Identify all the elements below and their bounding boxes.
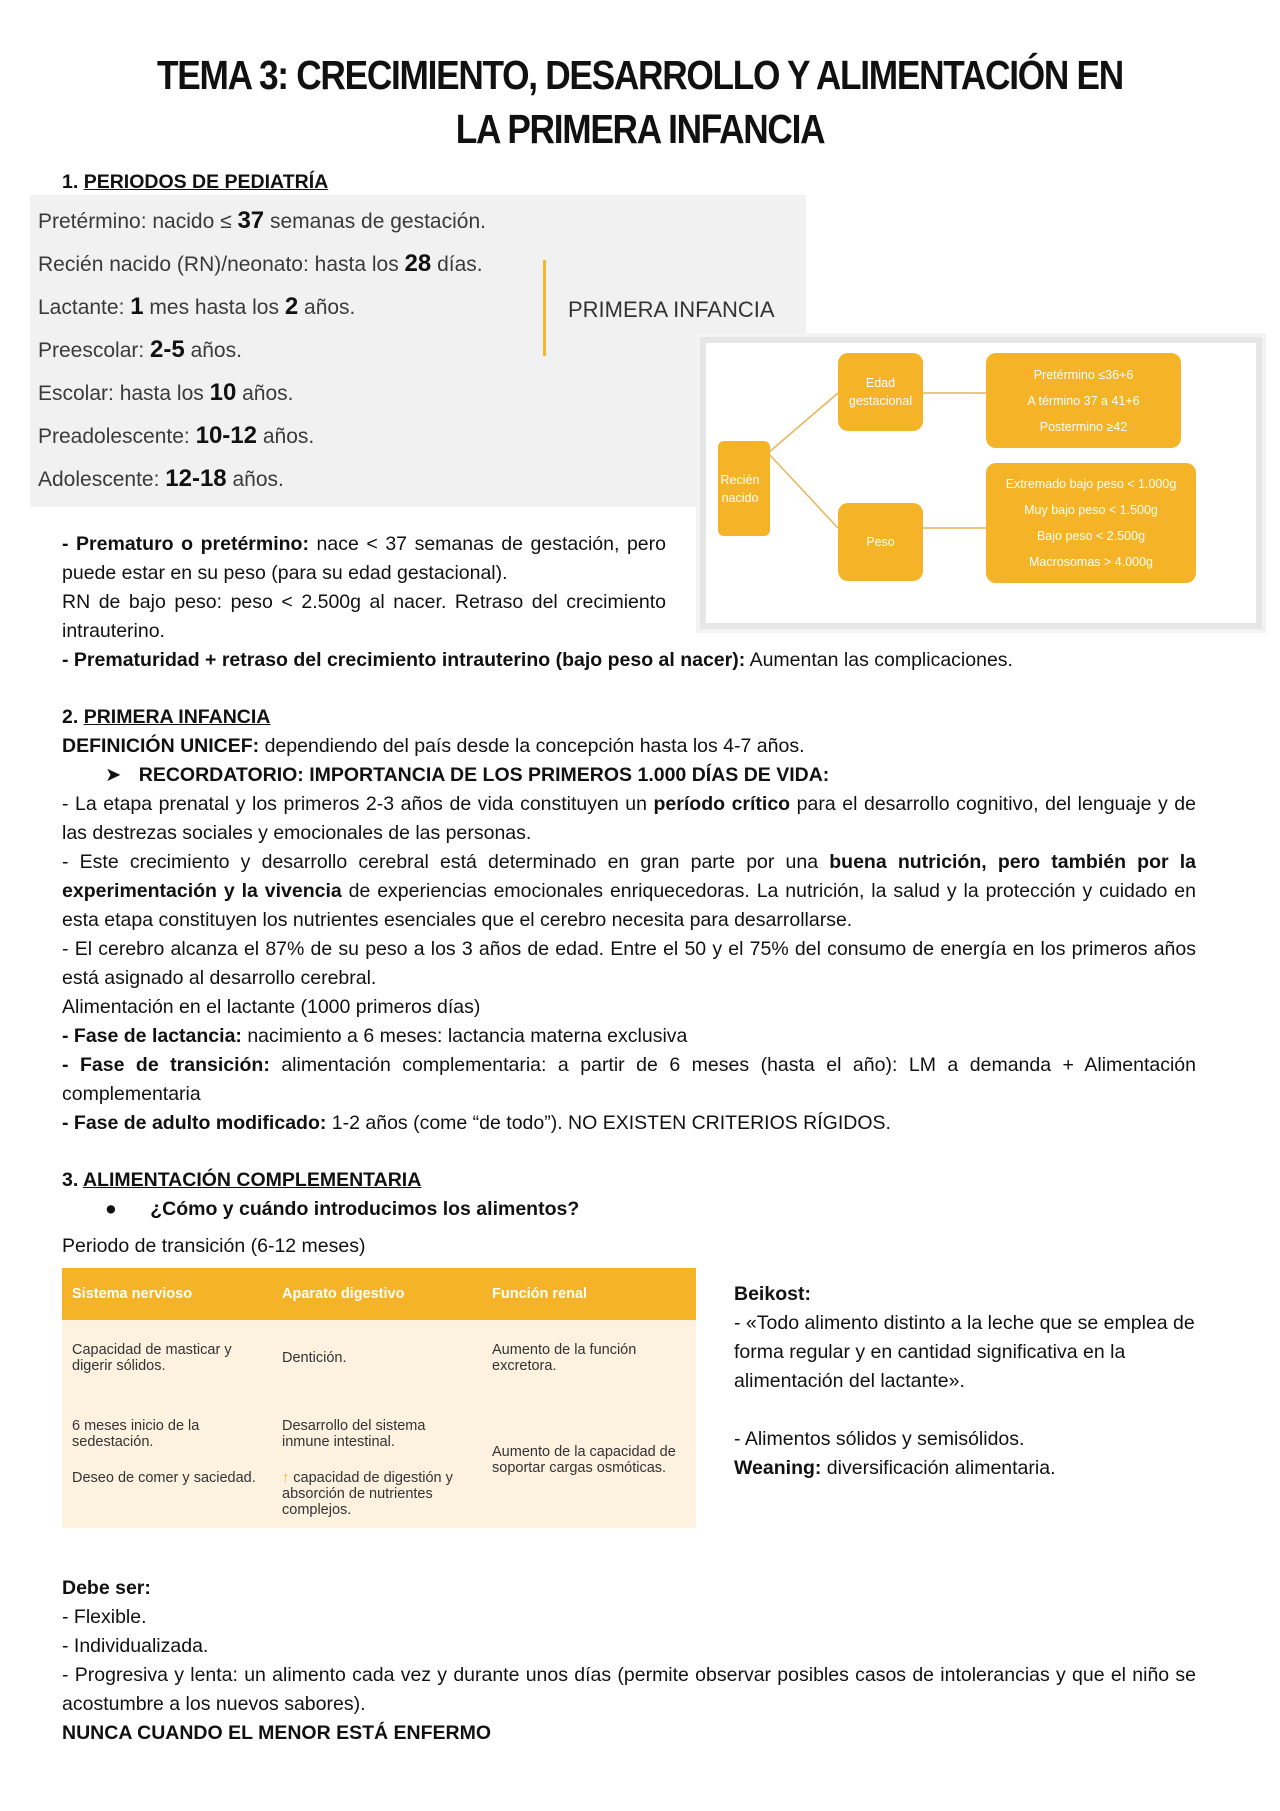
table-header: Aparato digestivo <box>272 1268 482 1320</box>
paragraph-cerebro-87: - El cerebro alcanza el 87% de su peso a los 3 años de edad. Entre el 50 y el 75% del consumo de energía en los primeros años está asignado al desarrollo cerebral. <box>62 938 1196 989</box>
edad-items-box: Pretérmino ≤36+6 A término 37 a 41+6 Postermino ≥42 <box>986 353 1181 448</box>
alimentacion-lactante: Alimentación en el lactante (1000 primeros días) <box>62 996 481 1018</box>
edad-gestacional-box: Edad gestacional <box>838 353 923 431</box>
fase-lactancia: - Fase de lactancia: nacimiento a 6 meses: lactancia materna exclusiva <box>62 1025 688 1047</box>
paragraph-desarrollo-cerebral: - Este crecimiento y desarrollo cerebral está determinado en gran parte por una buena nutrición, pero también por la experimentación y la vivencia de experiencias emocionales enriquecedoras. La nutrición, la salud y la protección y cuidado en esta etapa constituyen los nutrientes esenciales que el cerebro necesita para desarrollarse. <box>62 851 1196 931</box>
bullet-icon: ● <box>105 1198 117 1220</box>
arrow-bullet-icon: ➤ <box>105 764 122 786</box>
page-title: TEMA 3: CRECIMIENTO, DESARROLLO Y ALIMENTACIÓN EN LA PRIMERA INFANCIA <box>157 52 1123 152</box>
section-1-heading <box>62 168 328 197</box>
peso-items-box: Extremado bajo peso < 1.000g Muy bajo peso < 1.500g Bajo peso < 2.500g Macrosomas > 4.000g <box>986 463 1196 583</box>
debe-ser-block: Debe ser: - Flexible. - Individualizada. - Progresiva y lenta: un alimento cada vez y durante unos días (permite observar posibles casos de intolerancias y que el niño se acostumbre a los nuevos sabores). NUNCA CUANDO EL MENOR ESTÁ ENFERMO <box>62 1577 1196 1744</box>
question-bullet: ● ¿Cómo y cuándo introducimos los alimentos? <box>105 1198 580 1220</box>
period-row: Recién nacido (RN)/neonato: hasta los 28 días. <box>38 250 483 277</box>
paragraph-prematuridad: - Prematuridad + retraso del crecimiento intrauterino (bajo peso al nacer): Aumentan las complicaciones. <box>62 649 1013 671</box>
section-2-heading: 2. PRIMERA INFANCIA <box>62 706 271 728</box>
table-row: Capacidad de masticar y digerir sólidos. Dentición. Aumento de la función excretora. <box>62 1320 696 1396</box>
period-row: Lactante: 1 mes hasta los 2 años. <box>38 293 356 320</box>
period-row: Pretérmino: nacido ≤ 37 semanas de gestación. <box>38 207 486 234</box>
period-row: Preadolescente: 10-12 años. <box>38 422 315 449</box>
period-row: Adolescente: 12-18 años. <box>38 465 284 492</box>
paragraph-bajo-peso: RN de bajo peso: peso < 2.500g al nacer. Retraso del crecimiento intrauterino. <box>62 591 666 642</box>
paragraph-prematuro: - Prematuro o pretérmino: nace < 37 semanas de gestación, pero puede estar en su peso (para su edad gestacional). <box>62 533 666 584</box>
paragraph-etapa-prenatal: - La etapa prenatal y los primeros 2-3 años de vida constituyen un período crítico para el desarrollo cognitivo, del lenguaje y de las destrezas sociales y emocionales de las personas. <box>62 793 1196 844</box>
table-row: Deseo de comer y saciedad. ↑ capacidad de digestión y absorción de nutrientes complejos. <box>62 1460 696 1528</box>
fase-adulto: - Fase de adulto modificado: 1-2 años (come “de todo”). NO EXISTEN CRITERIOS RÍGIDOS. <box>62 1112 891 1134</box>
peso-box: Peso <box>838 503 923 581</box>
beikost-block: Beikost: - «Todo alimento distinto a la leche que se emplea de forma regular y en cantidad significativa en la alimentación del lactante». - Alimentos sólidos y semisólidos. Weaning: diversificación alimentaria. <box>734 1283 1195 1479</box>
arrow-up-icon: ↑ <box>282 1470 290 1486</box>
table-header: Función renal <box>482 1268 696 1320</box>
definicion-unicef: DEFINICIÓN UNICEF: dependiendo del país desde la concepción hasta los 4-7 años. <box>62 735 805 757</box>
primera-infancia-label: PRIMERA INFANCIA <box>568 297 775 322</box>
period-row: Preescolar: 2-5 años. <box>38 336 242 363</box>
section-title: PERIODOS DE PEDIATRÍA <box>83 171 329 193</box>
primera-infancia-bracket <box>543 260 546 356</box>
section-3-heading: 3. ALIMENTACIÓN COMPLEMENTARIA <box>62 1169 422 1191</box>
recordatorio: ➤ RECORDATORIO: IMPORTANCIA DE LOS PRIMEROS 1.000 DÍAS DE VIDA: <box>105 764 830 786</box>
section-number: 1. <box>62 171 79 193</box>
fase-transicion: - Fase de transición: alimentación complementaria: a partir de 6 meses (hasta el año): LM a demanda + Alimentación complementaria <box>62 1054 1196 1105</box>
periods-image <box>30 195 806 507</box>
period-row: Escolar: hasta los 10 años. <box>38 379 294 406</box>
table-row: 6 meses inicio de la sedestación. Desarrollo del sistema inmune intestinal. Aumento de la capacidad de soportar cargas osmóticas. <box>62 1396 696 1460</box>
transition-table <box>62 1268 696 1528</box>
newborn-classification-diagram <box>706 343 1256 623</box>
periodo-transicion: Periodo de transición (6-12 meses) <box>62 1235 366 1257</box>
root-box: Recién nacido <box>718 441 770 536</box>
table-header: Sistema nervioso <box>62 1268 272 1320</box>
